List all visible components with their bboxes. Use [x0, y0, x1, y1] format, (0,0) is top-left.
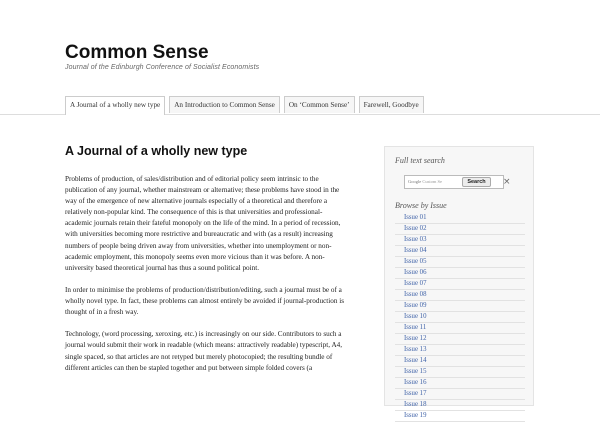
issue-link[interactable]: Issue 02: [395, 224, 525, 235]
paragraph: Technology, (word processing, xeroxing, etc.) is increasingly on our side. Contributors to such a journal would submit their work in readable (which means: attractively readable) typescript, A4, single spaced, so that articles are not retyped but merely photocopied; the resulting bundle of different articles can then be stapled together and put between simple folded covers (a: [65, 330, 343, 372]
paragraph: In order to minimise the problems of production/distribution/editing, such a journal must be of a wholly novel type. In fact, these problems can almost entirely be avoided if journal-production is thought of in a fresh way.: [65, 285, 345, 317]
search-widget-title: Full text search: [395, 156, 445, 165]
issue-link[interactable]: Issue 09: [395, 301, 525, 312]
tab-introduction[interactable]: An Introduction to Common Sense: [169, 96, 280, 113]
site-title[interactable]: Common Sense: [65, 42, 209, 63]
nav-tabs: [65, 96, 428, 115]
main-navigation: [0, 96, 600, 115]
tab-journal-new-type[interactable]: A Journal of a wholly new type: [65, 96, 165, 115]
issue-link[interactable]: Issue 07: [395, 279, 525, 290]
issue-link[interactable]: Issue 04: [395, 246, 525, 257]
issue-list: [395, 213, 525, 422]
search-placeholder: Custom Se: [422, 179, 443, 184]
tab-farewell[interactable]: Farewell, Goodbye: [359, 96, 424, 113]
google-logo: Google: [408, 179, 422, 184]
issue-link[interactable]: Issue 12: [395, 334, 525, 345]
issue-link[interactable]: Issue 11: [395, 323, 525, 334]
issue-link[interactable]: Issue 14: [395, 356, 525, 367]
issue-link[interactable]: Issue 13: [395, 345, 525, 356]
issue-link[interactable]: Issue 18: [395, 400, 525, 411]
issue-link[interactable]: Issue 19: [395, 411, 525, 422]
sidebar: [384, 146, 534, 419]
post-content: [65, 174, 345, 385]
paragraph: Problems of production, of sales/distribution and of editorial policy seem intrinsic to the publication of any journal, whether mainstream or alternative; these problems have stood in the way of the emergence of new alternative journals especially of a theoretical and therefore a relatively non-popular kind. The consequence of this is that universities and professional-academic journals retain their fateful monopoly on the life of the mind. In a period of recession, with universities becoming more restrictive and bureaucratic and with (as a result) increasing numbers of people being driven away from universities, whether into unemployment or non-academic employment, this monopoly seems even more vicious than it was before. A non-university based theoretical journal has thus a sound political point.: [65, 175, 341, 272]
site-description: Journal of the Edinburgh Conference of Socialist Economists: [65, 64, 260, 71]
issue-link[interactable]: Issue 03: [395, 235, 525, 246]
tab-on-common-sense[interactable]: On ‘Common Sense’: [284, 96, 355, 113]
search-button[interactable]: Search: [462, 177, 491, 187]
issue-link[interactable]: Issue 10: [395, 312, 525, 323]
issue-link[interactable]: Issue 01: [395, 213, 525, 224]
issues-widget-title: Browse by Issue: [395, 201, 447, 210]
post-title: A Journal of a wholly new type: [65, 144, 248, 158]
issue-link[interactable]: Issue 05: [395, 257, 525, 268]
issue-link[interactable]: Issue 06: [395, 268, 525, 279]
issue-link[interactable]: Issue 15: [395, 367, 525, 378]
issue-link[interactable]: Issue 17: [395, 389, 525, 400]
issue-link[interactable]: Issue 16: [395, 378, 525, 389]
issue-link[interactable]: Issue 08: [395, 290, 525, 301]
close-icon[interactable]: ×: [503, 177, 511, 187]
